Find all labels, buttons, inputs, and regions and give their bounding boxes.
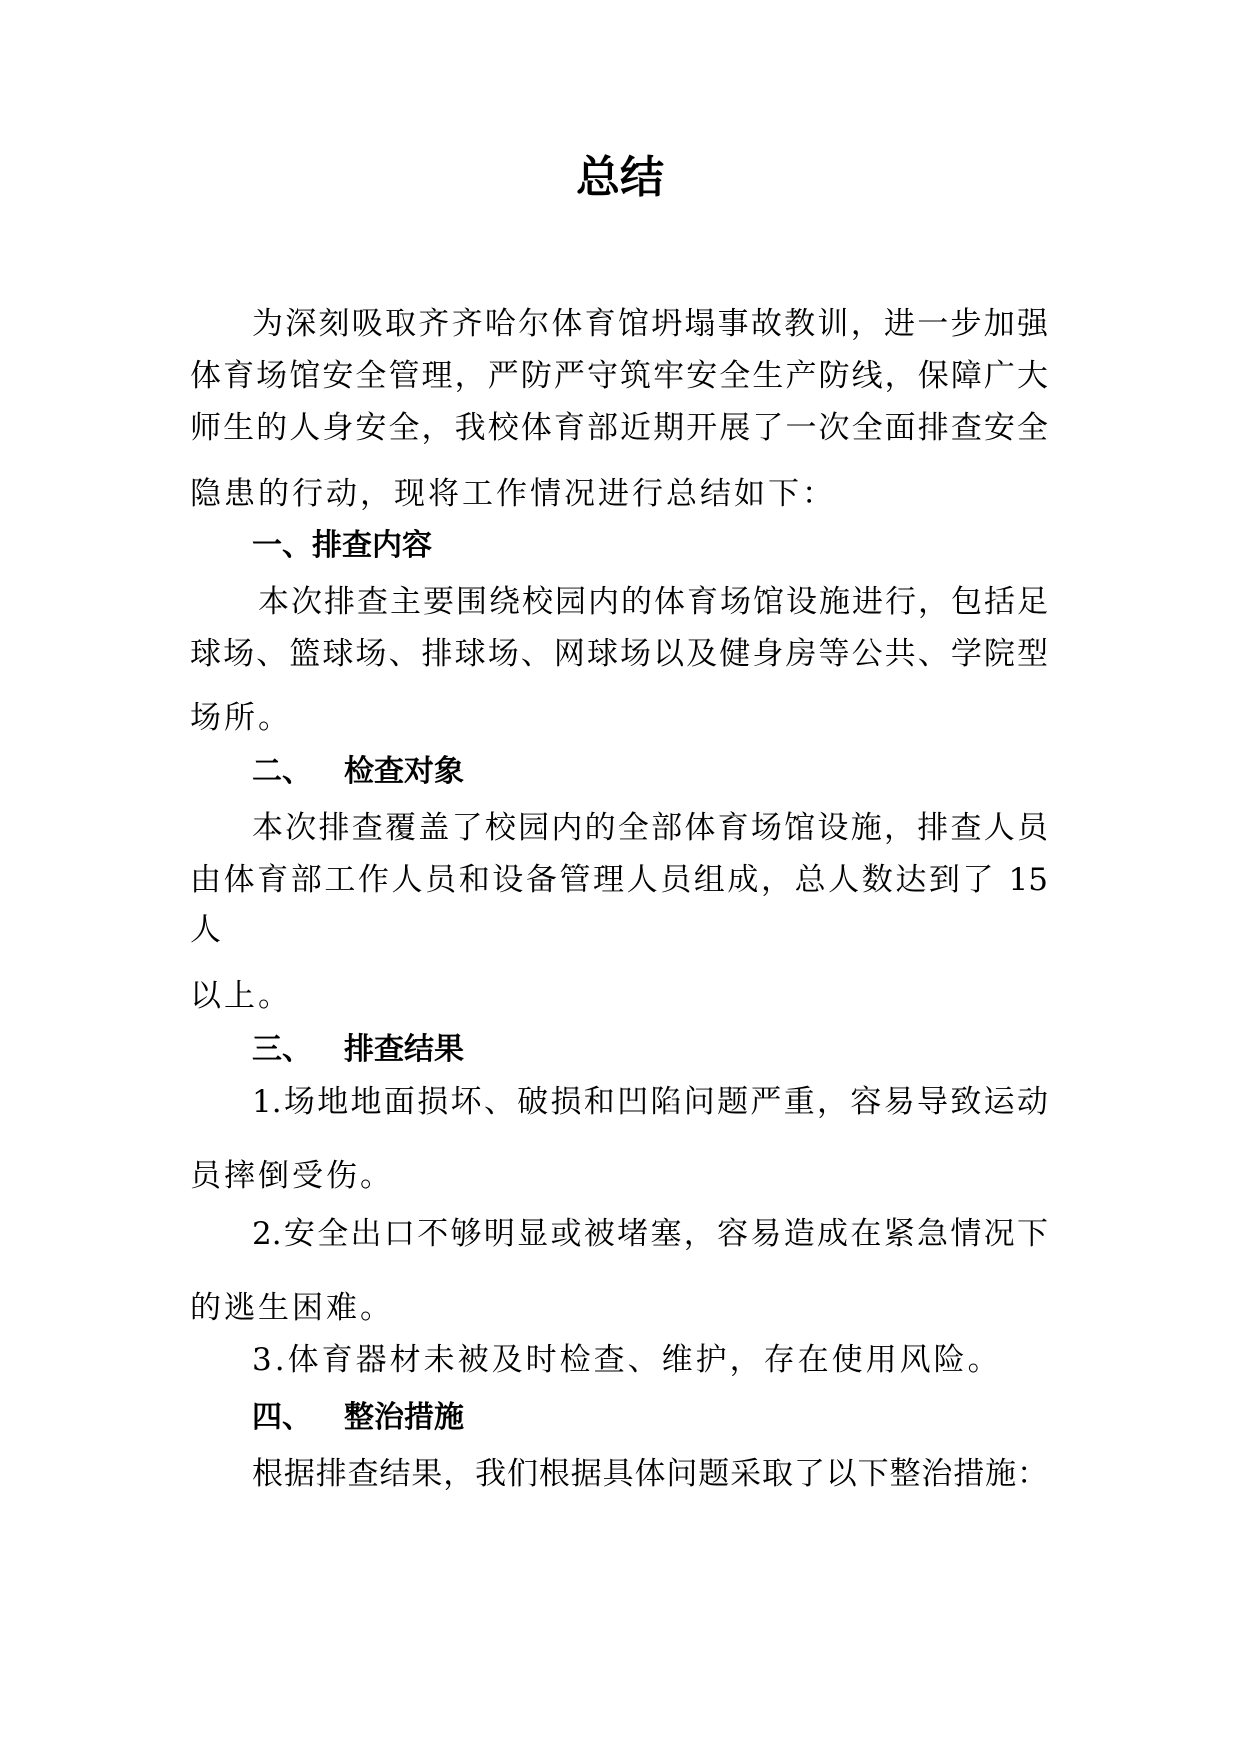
section-number: 三、 [252, 1032, 312, 1067]
section-1-line-2: 球场、篮球场、排球场、网球场以及健身房等公共、学院型 [190, 636, 1048, 672]
section-title: 排查结果 [344, 1032, 464, 1067]
intro-line-1: 为深刻吸取齐齐哈尔体育馆坍塌事故教训，进一步加强 [252, 306, 1048, 342]
section-3-line-4: 的逃生困难。 [190, 1290, 394, 1326]
section-title: 检查对象 [344, 754, 464, 789]
section-2-line-3: 人 [190, 912, 224, 948]
intro-line-2: 体育场馆安全管理，严防严守筑牢安全生产防线，保障广大 [190, 358, 1048, 394]
section-4-line-1: 根据排查结果，我们根据具体问题采取了以下整治措施： [252, 1456, 1048, 1492]
section-title: 整治措施 [344, 1400, 464, 1435]
section-2-line-1: 本次排查覆盖了校园内的全部体育场馆设施，排查人员 [252, 810, 1048, 846]
section-3-line-2: 员摔倒受伤。 [190, 1158, 394, 1194]
section-heading [252, 1398, 464, 1438]
intro-line-4: 隐患的行动，现将工作情况进行总结如下： [190, 476, 836, 512]
section-2-line-2: 由体育部工作人员和设备管理人员组成，总人数达到了 15 [190, 862, 1048, 898]
section-number: 一、 [252, 528, 312, 563]
section-number: 四、 [252, 1400, 312, 1435]
section-heading [252, 1030, 464, 1070]
intro-line-3: 师生的人身安全，我校体育部近期开展了一次全面排查安全 [190, 410, 1048, 446]
section-heading [252, 752, 464, 792]
section-3-line-3: 2.安全出口不够明显或被堵塞，容易造成在紧急情况下 [252, 1216, 1048, 1252]
section-3-line-5: 3.体育器材未被及时检查、维护，存在使用风险。 [252, 1342, 1002, 1378]
section-title: 排查内容 [312, 528, 432, 563]
section-3-line-1: 1.场地地面损坏、破损和凹陷问题严重，容易导致运动 [252, 1084, 1048, 1120]
section-heading [252, 526, 432, 566]
section-1-line-1: 本次排查主要围绕校园内的体育场馆设施进行，包括足 [258, 584, 1048, 620]
section-2-line-4: 以上。 [190, 978, 292, 1014]
section-number: 二、 [252, 754, 312, 789]
section-1-line-3: 场所。 [190, 700, 292, 736]
document-title: 总结 [576, 152, 664, 203]
